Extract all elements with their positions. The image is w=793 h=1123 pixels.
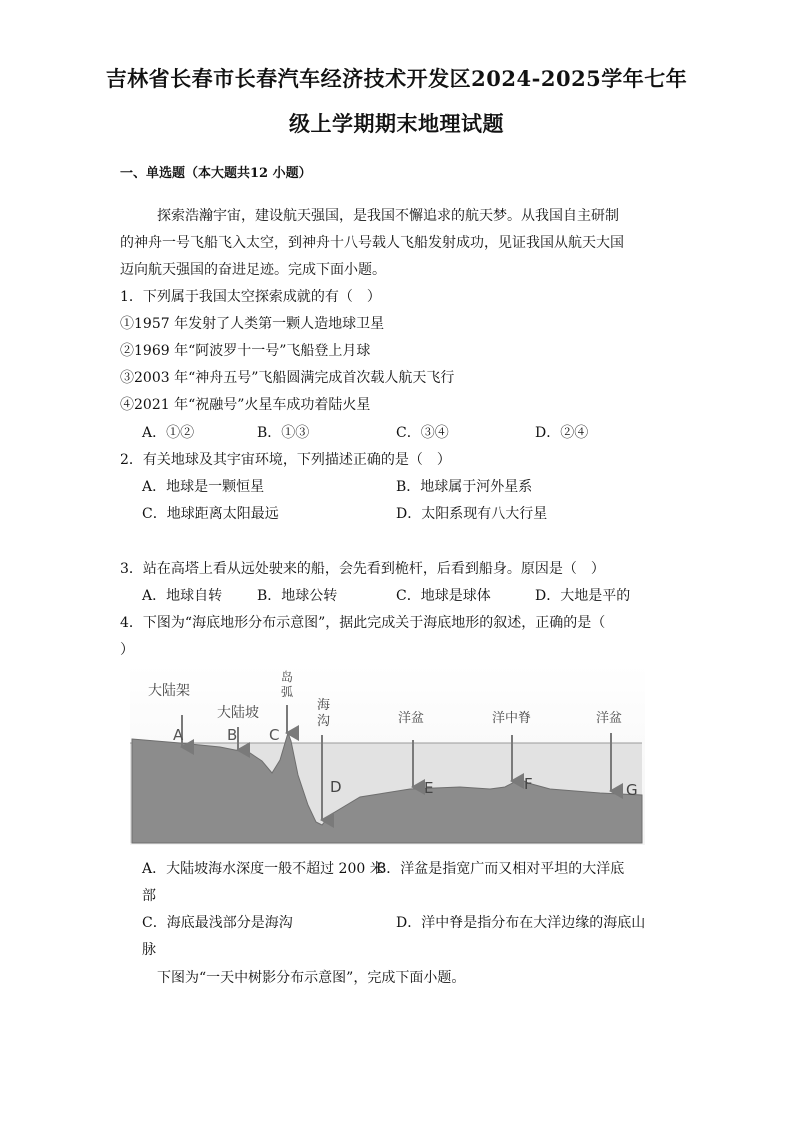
question-3-option-c[interactable]: C．地球是球体 xyxy=(396,588,491,604)
question-3-option-b[interactable]: B．地球公转 xyxy=(257,588,338,604)
point-letter-d: D xyxy=(330,778,342,796)
question-2-option-d[interactable]: D．太阳系现有八大行星 xyxy=(396,506,548,522)
document-title-line-2: 级上学期期末地理试题 xyxy=(289,111,504,136)
point-letter-g: G xyxy=(626,781,638,799)
question-3-option-a[interactable]: A．地球自转 xyxy=(142,588,223,604)
question-2-option-a[interactable]: A．地球是一颗恒星 xyxy=(142,479,265,495)
question-4-option-d[interactable]: D．洋中脊是指分布在大洋边缘的海底山 xyxy=(396,915,646,931)
question-4-option-c[interactable]: C．海底最浅部分是海沟 xyxy=(142,915,293,931)
point-letter-f: F xyxy=(524,775,533,793)
label-island-arc-2: 弧 xyxy=(281,685,294,699)
question-4-option-b[interactable]: B．洋盆是指宽广而又相对平坦的大洋底 xyxy=(376,861,625,877)
question-4-option-b-wrap: 部 xyxy=(142,888,156,904)
seafloor-topography-figure xyxy=(130,665,645,845)
label-island-arc-1: 岛 xyxy=(281,670,294,684)
label-continental-slope: 大陆坡 xyxy=(217,705,259,721)
label-trench-1: 海 xyxy=(317,698,331,713)
question-4-stem-line-2: ） xyxy=(120,642,134,658)
label-trench-2: 沟 xyxy=(317,714,331,729)
label-mid-ocean-ridge: 洋中脊 xyxy=(492,711,532,726)
point-letter-e: E xyxy=(424,779,434,797)
intro-line-2: 的神舟一号飞船飞入太空，到神舟十八号载人飞船发射成功，见证我国从航天大国 xyxy=(120,235,624,251)
point-letter-a: A xyxy=(173,726,184,744)
intro-line-3: 迈向航天强国的奋进足迹。完成下面小题。 xyxy=(120,262,386,278)
question-3-option-d[interactable]: D．大地是平的 xyxy=(535,588,631,604)
question-1-item-4: ④2021 年“祝融号”火星车成功着陆火星 xyxy=(120,397,371,413)
question-1-option-b[interactable]: B．①③ xyxy=(257,425,310,441)
label-continental-shelf: 大陆架 xyxy=(148,683,190,699)
question-2-stem: 2．有关地球及其宇宙环境，下列描述正确的是（ ） xyxy=(120,452,451,468)
question-3-stem: 3．站在高塔上看从远处驶来的船，会先看到桅杆，后看到船身。原因是（ ） xyxy=(120,561,605,577)
intro-line-1: 探索浩瀚宇宙，建设航天强国，是我国不懈追求的航天梦。从我国自主研制 xyxy=(157,208,619,224)
question-1-option-a[interactable]: A．①② xyxy=(142,425,195,441)
question-1-item-3: ③2003 年“神舟五号”飞船圆满完成首次载人航天飞行 xyxy=(120,370,455,386)
question-4-option-a[interactable]: A．大陆坡海水深度一般不超过 200 米 xyxy=(142,861,384,877)
point-letter-c: C xyxy=(269,726,280,744)
question-1-option-d[interactable]: D．②④ xyxy=(535,425,589,441)
question-1-option-c[interactable]: C．③④ xyxy=(396,425,449,441)
question-1-item-2: ②1969 年“阿波罗十一号”飞船登上月球 xyxy=(120,343,371,359)
question-2-option-c[interactable]: C．地球距离太阳最远 xyxy=(142,506,279,522)
question-1-stem: 1．下列属于我国太空探索成就的有（ ） xyxy=(120,289,381,305)
question-2-option-b[interactable]: B．地球属于河外星系 xyxy=(396,479,533,495)
question-4-option-d-wrap: 脉 xyxy=(142,942,156,958)
document-title-line-1: 吉林省长春市长春汽车经济技术开发区2024-2025学年七年 xyxy=(105,66,688,91)
label-ocean-basin-2: 洋盆 xyxy=(596,711,623,726)
label-ocean-basin-1: 洋盆 xyxy=(398,711,425,726)
section-heading: 一、单选题（本大题共12 小题） xyxy=(120,166,312,181)
next-question-intro: 下图为“一天中树影分布示意图”，完成下面小题。 xyxy=(157,970,466,986)
question-1-item-1: ①1957 年发射了人类第一颗人造地球卫星 xyxy=(120,316,385,332)
point-letter-b: B xyxy=(227,726,238,744)
question-4-stem-line-1: 4．下图为“海底地形分布示意图”，据此完成关于海底地形的叙述，正确的是（ xyxy=(120,615,606,631)
